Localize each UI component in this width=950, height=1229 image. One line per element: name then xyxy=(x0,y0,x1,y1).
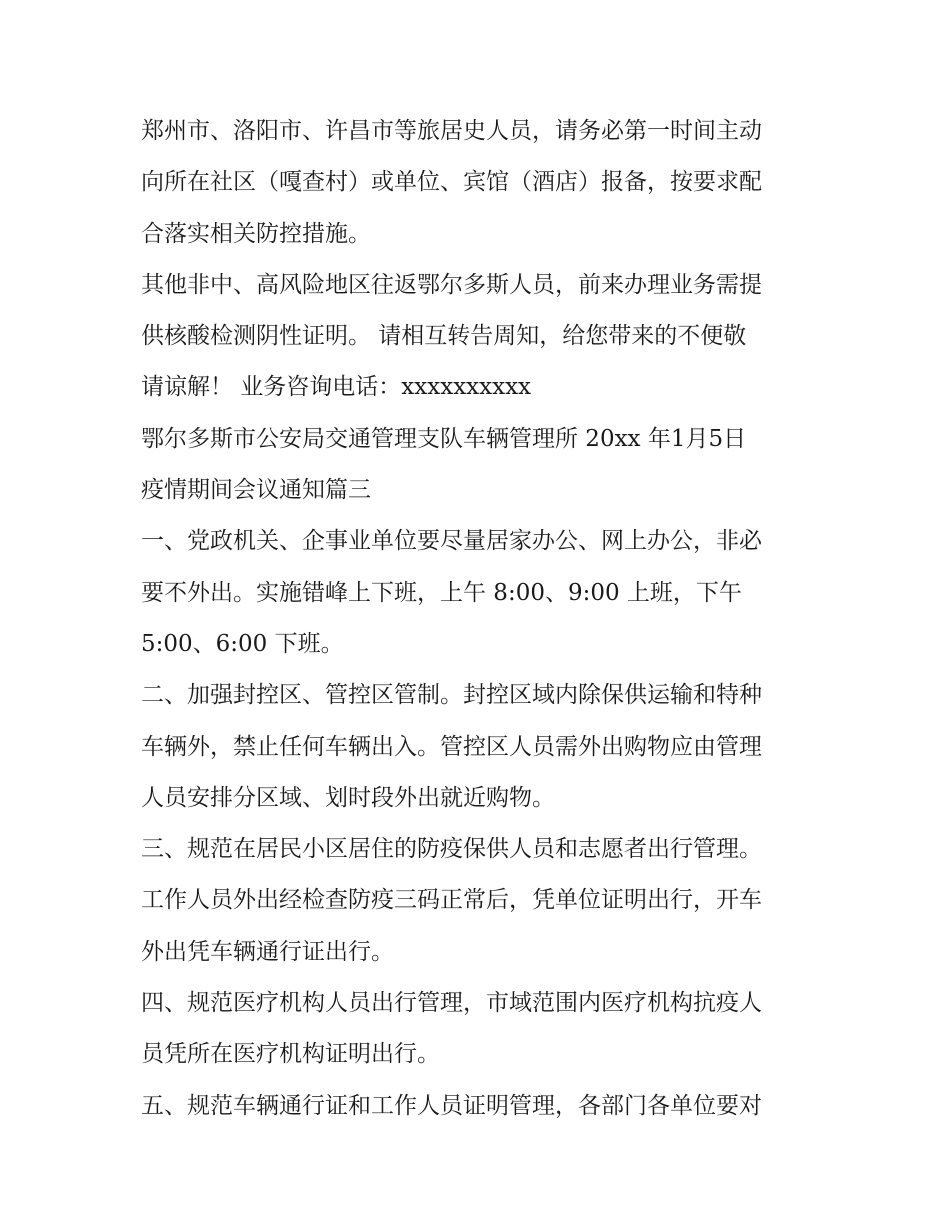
document-body xyxy=(141,106,831,1132)
text-line: 向所在社区（嘎查村）或单位、宾馆（酒店）报备，按要求配 xyxy=(141,169,762,196)
text-line: 三、规范在居民小区居住的防疫保供人员和志愿者出行管理。 xyxy=(141,836,762,863)
text-line: 一、党政机关、企事业单位要尽量居家办公、网上办公，非必 xyxy=(141,528,762,555)
text-line: 车辆外，禁止任何车辆出入。管控区人员需外出购物应由管理 xyxy=(141,733,762,760)
text-line: 鄂尔多斯市公安局交通管理支队车辆管理所 20xx 年1月5日 xyxy=(141,425,747,452)
text-line: 合落实相关防控措施。 xyxy=(141,220,371,247)
section-heading: 疫情期间会议通知篇三 xyxy=(141,477,371,504)
text-line: 二、加强封控区、管控区管制。封控区域内除保供运输和特种 xyxy=(141,682,762,709)
text-line: 五、规范车辆通行证和工作人员证明管理，各部门各单位要对 xyxy=(141,1092,762,1119)
text-line: 5:00、6:00 下班。 xyxy=(141,630,344,657)
text-line: 员凭所在医疗机构证明出行。 xyxy=(141,1041,440,1068)
text-line: 外出凭车辆通行证出行。 xyxy=(141,938,394,965)
text-line: 要不外出。实施错峰上下班，上午 8:00、9:00 上班，下午 xyxy=(141,579,742,606)
text-line: 四、规范医疗机构人员出行管理，市域范围内医疗机构抗疫人 xyxy=(141,990,762,1017)
text-line: 请谅解！ 业务咨询电话：xxxxxxxxxx xyxy=(141,374,532,401)
text-line: 郑州市、洛阳市、许昌市等旅居史人员，请务必第一时间主动 xyxy=(141,118,762,144)
text-line: 供核酸检测阴性证明。 请相互转告周知，给您带来的不便敬 xyxy=(141,323,747,350)
text-line: 工作人员外出经检查防疫三码正常后，凭单位证明出行，开车 xyxy=(141,887,762,914)
text-line: 其他非中、高风险地区往返鄂尔多斯人员，前来办理业务需提 xyxy=(141,271,762,298)
text-line: 人员安排分区域、划时段外出就近购物。 xyxy=(141,784,555,811)
